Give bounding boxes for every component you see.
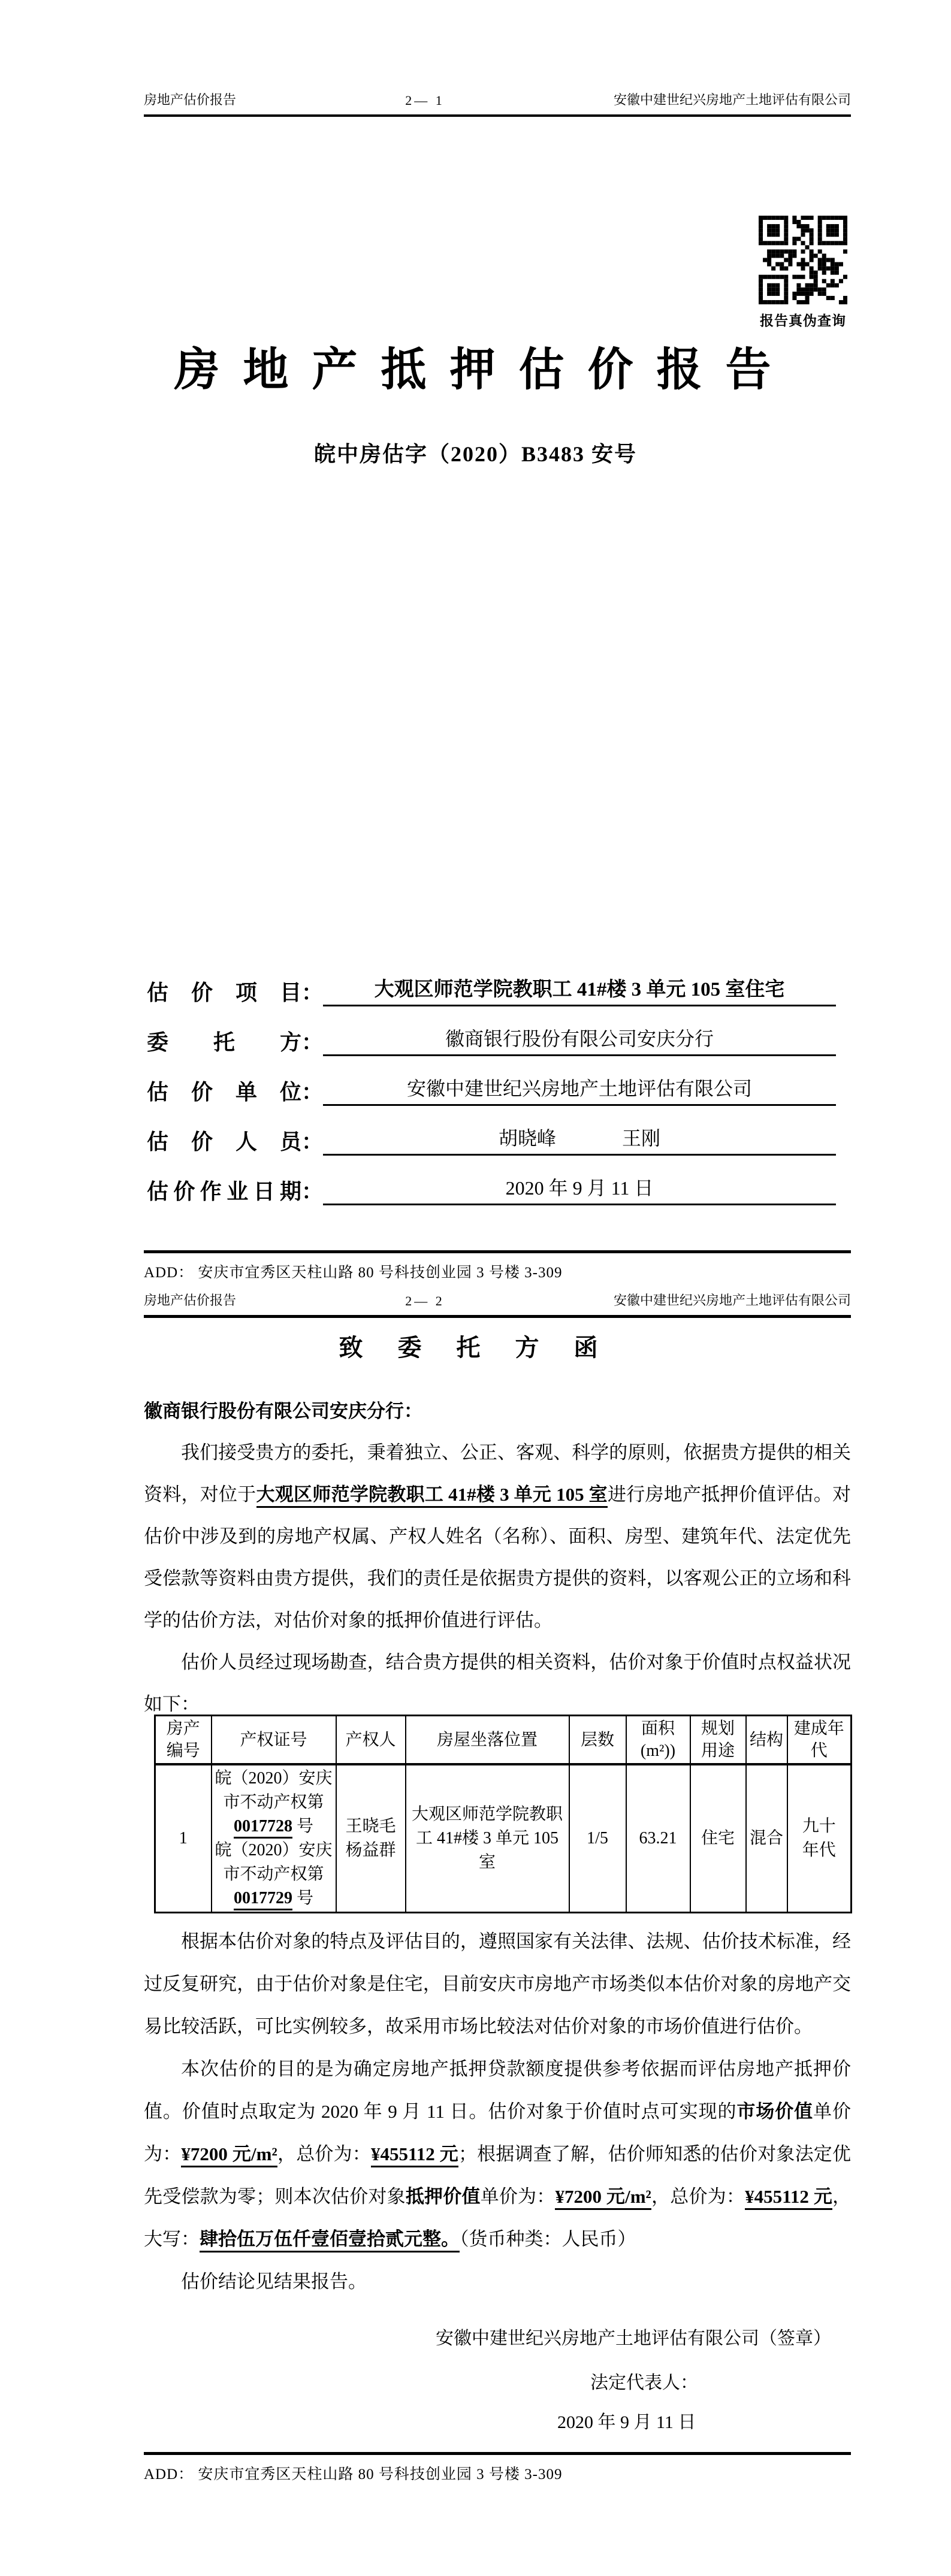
text-segment: 杨益群	[345, 1841, 396, 1860]
header-company-name: 安徽中建世纪兴房地产土地评估有限公司	[613, 1293, 851, 1308]
text-segment: （货币种类：人民币）	[460, 2229, 636, 2250]
text-segment: 估价结论见结果报告。	[181, 2271, 367, 2292]
text-segment: 九十	[802, 1817, 836, 1836]
text-segment: 本次估价的目的是为确定房地产抵押贷款额度提供参考依据而评估房地产抵押价值。价值时点取定为 2020 年 9 月 11 日。估价对象于价值时点可实现的	[144, 2058, 851, 2122]
col-header-area: 面积(m²))	[626, 1716, 690, 1765]
cell-era	[787, 1764, 852, 1913]
cell-cert-no	[212, 1764, 336, 1913]
page1-footer	[144, 1250, 851, 1282]
text-segment: 0017728	[234, 1817, 292, 1839]
text-segment: 我们接受贵方的委托，秉着独立、公正、客观、科学的原则，依据贵方提供的相关资料，对位于	[144, 1442, 851, 1505]
qr-caption: 报告真伪查询	[760, 313, 846, 328]
text-segment: 大观区师范学院教职工 41#楼 3 单元 105 室	[256, 1484, 608, 1508]
qr-block	[759, 216, 847, 329]
paragraph	[144, 2260, 851, 2303]
letter-salutation: 徽商银行股份有限公司安庆分行：	[144, 1401, 422, 1422]
text-segment: 抵押价值	[405, 2186, 481, 2207]
field-value-agency: 安徽中建世纪兴房地产土地评估有限公司	[323, 1074, 836, 1106]
col-header-use: 规划用途	[690, 1716, 746, 1765]
field-row-project	[147, 975, 836, 1006]
qr-code	[759, 216, 847, 304]
header-doc-type: 房地产估价报告	[144, 1293, 237, 1308]
field-colon: ：	[301, 1080, 324, 1104]
field-row-date	[147, 1174, 836, 1205]
col-header-floors: 层数	[569, 1716, 626, 1765]
field-label: 估价项目	[147, 981, 301, 1005]
text-segment: 单价为：	[480, 2186, 555, 2207]
property-table	[154, 1715, 852, 1913]
text-segment: 王晓毛	[345, 1817, 396, 1836]
col-header-era: 建成年代	[787, 1716, 852, 1765]
text-segment: 皖（2020）安庆市不动产权第	[215, 1769, 333, 1812]
field-value-project: 大观区师范学院教职工 41#楼 3 单元 105 室住宅	[323, 973, 836, 1006]
header-company-name: 安徽中建世纪兴房地产土地评估有限公司	[613, 92, 851, 107]
cell-structure: 混合	[746, 1764, 787, 1913]
text-segment: 单价为：	[144, 2101, 852, 2164]
text-segment: ¥455112 元	[371, 2143, 458, 2167]
field-colon: ：	[301, 981, 324, 1005]
text-segment: ¥7200 元/m²	[555, 2186, 651, 2210]
letter-body-lower	[144, 1920, 851, 2303]
field-colon: ：	[301, 1180, 324, 1204]
letter-body-upper	[144, 1432, 851, 1725]
field-label: 委托方	[147, 1030, 301, 1054]
paragraph	[144, 2048, 851, 2260]
text-segment: 号	[292, 1817, 313, 1836]
letter-title: 致 委 托 方 函	[339, 1334, 612, 1361]
text-segment: 市场价值	[736, 2101, 814, 2122]
col-header-location: 房屋坐落位置	[406, 1716, 569, 1765]
page2-footer	[144, 2452, 851, 2484]
field-label: 估价人员	[147, 1130, 301, 1154]
field-row-agency	[147, 1075, 836, 1106]
paragraph	[144, 1432, 851, 1641]
appraiser-name: 胡晓峰	[498, 1127, 556, 1149]
field-value-date: 2020 年 9 月 11 日	[323, 1173, 836, 1205]
cell-use: 住宅	[690, 1764, 746, 1913]
text-segment: ¥455112 元	[745, 2186, 832, 2210]
page2-header	[144, 1290, 851, 1318]
col-header-structure: 结构	[746, 1716, 787, 1765]
field-label: 估价单位	[147, 1080, 301, 1104]
page-number: 2— 1	[405, 93, 445, 108]
cell-property-no: 1	[155, 1764, 212, 1913]
field-value-appraisers	[323, 1123, 836, 1156]
signature-date: 2020 年 9 月 11 日	[557, 2412, 696, 2432]
paragraph	[144, 1920, 851, 2048]
cell-owner	[336, 1764, 406, 1913]
header-doc-type: 房地产估价报告	[144, 92, 237, 107]
field-row-appraisers	[147, 1124, 836, 1156]
col-header-property-no: 房产编号	[155, 1716, 212, 1765]
appraiser-name: 王刚	[622, 1127, 661, 1149]
paragraph	[144, 1641, 851, 1725]
text-segment: 皖（2020）安庆市不动产权第	[215, 1841, 333, 1883]
cell-floors: 1/5	[569, 1764, 626, 1913]
text-segment: ，总价为：	[277, 2143, 372, 2164]
signature-legal-rep: 法定代表人：	[590, 2373, 698, 2393]
table-header-row	[155, 1716, 852, 1765]
field-colon: ：	[301, 1030, 324, 1054]
text-segment: 肆拾伍万伍仟壹佰壹拾贰元整。	[200, 2229, 460, 2253]
report-number: 皖中房估字（2020）B3483 安号	[313, 442, 637, 466]
col-header-cert-no: 产权证号	[212, 1716, 336, 1765]
text-segment: ，大写：	[144, 2186, 852, 2250]
footer-address: ADD： 安庆市宜秀区天柱山路 80 号科技创业园 3 号楼 3-309	[144, 1265, 563, 1281]
text-segment: 号	[292, 1889, 313, 1907]
field-label: 估价作业日期	[147, 1180, 301, 1204]
text-segment: ，总价为：	[651, 2186, 745, 2207]
text-segment: ¥7200 元/m²	[181, 2143, 277, 2167]
field-colon: ：	[301, 1130, 324, 1154]
cell-location: 大观区师范学院教职 工 41#楼 3 单元 105 室	[406, 1764, 569, 1913]
signature-company: 安徽中建世纪兴房地产土地评估有限公司（签章）	[436, 2329, 831, 2348]
page-number: 2— 2	[405, 1293, 445, 1308]
text-segment: 估价人员经过现场勘查，结合贵方提供的相关资料，估价对象于价值时点权益状况如下：	[144, 1652, 851, 1715]
text-segment: ；根据调查了解，估价师知悉的估价对象法定优先受偿款为零；则本次估价对象	[144, 2143, 852, 2207]
text-segment: 0017729	[234, 1889, 292, 1910]
report-title: 房 地 产 抵 押 估 价 报 告	[174, 345, 777, 395]
table-row	[155, 1764, 852, 1913]
field-value-client: 徽商银行股份有限公司安庆分行	[323, 1024, 836, 1056]
text-segment: 进行房地产抵押价值评估。对估价中涉及到的房地产权属、产权人姓名（名称）、面积、房型、建筑年代、法定优先受偿款等资料由贵方提供，我们的责任是依据贵方提供的资料，以客观公正的立场和科学的估价方法，对估价对象的抵押价值进行评估。	[144, 1484, 852, 1631]
col-header-owner: 产权人	[336, 1716, 406, 1765]
cell-area: 63.21	[626, 1764, 690, 1913]
text-segment: 根据本估价对象的特点及评估目的，遵照国家有关法律、法规、估价技术标准，经过反复研究，由于估价对象是住宅，目前安庆市房地产市场类似本估价对象的房地产交易比较活跃，可比实例较多，故采用市场比较法对估价对象的市场价值进行估价。	[144, 1931, 851, 2037]
footer-address: ADD： 安庆市宜秀区天柱山路 80 号科技创业园 3 号楼 3-309	[144, 2466, 563, 2483]
page1-header	[144, 90, 851, 117]
field-row-client	[147, 1025, 836, 1056]
text-segment: 年代	[802, 1841, 836, 1860]
